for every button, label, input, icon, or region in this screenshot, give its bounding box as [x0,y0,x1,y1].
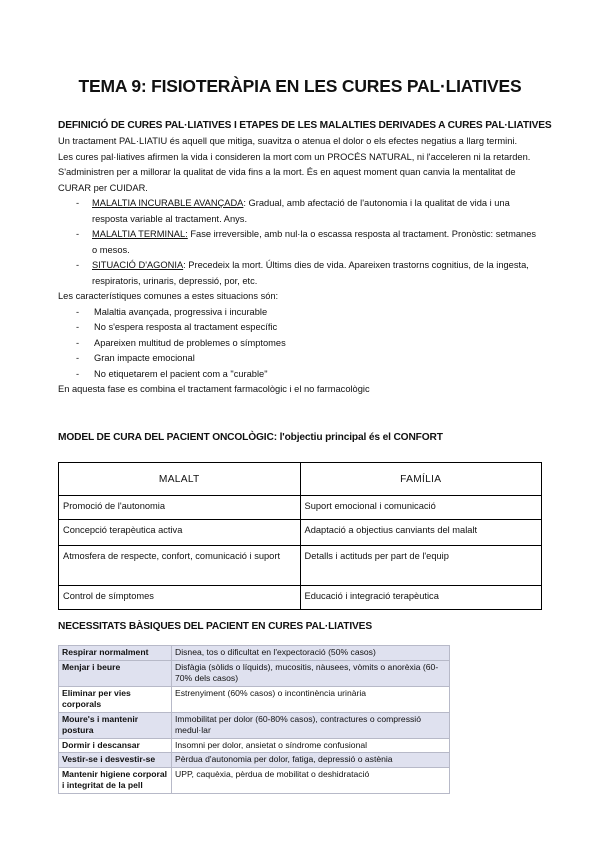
column-header-family: FAMÍLIA [300,463,542,496]
table-row [59,753,450,768]
need-description: Insomni per dolor, ansietat o síndrome confusional [172,738,450,753]
need-label: Vestir-se i desvestir-se [59,753,172,768]
list-item: - No s'espera resposta al tractament específic [58,320,542,336]
table-row [59,712,450,738]
table-cell: Control de símptomes [59,586,301,610]
table-cell: Detalls i actituds per part de l'equip [300,546,542,586]
stage-description: Fase irreversible, amb nul·la o escassa resposta al tractament. Pronòstic: setmanes o mesos. [92,229,537,255]
table-cell: Atmosfera de respecte, confort, comunicació i suport [59,546,301,586]
list-item [58,258,542,289]
paragraph-closing: En aquesta fase es combina el tractament farmacològic i el no farmacològic [58,384,370,394]
need-description: Pèrdua d'autonomia per dolor, fatiga, depressió o astènia [172,753,450,768]
stage-term: SITUACIÓ D'AGONIA [92,260,184,270]
need-description: Disfàgia (sòlids o líquids), mucositis, nàusees, vòmits o anorèxia (60-70% dels casos) [172,660,450,686]
list-item: - No etiquetarem el pacient com a "curable" [58,367,542,383]
table-row [59,546,542,586]
stage-term: MALALTIA INCURABLE AVANÇADA [92,198,244,208]
list-item: - Gran impacte emocional [58,351,542,367]
column-header-patient: MALALT [59,463,301,496]
table-row [59,520,542,546]
table-cell: Concepció terapèutica activa [59,520,301,546]
page-title: TEMA 9: FISIOTERÀPIA EN LES CURES PAL·LIATIVES [78,76,522,96]
table-row [59,646,450,661]
stage-description: : Gradual, amb afectació de l'autonomia i la qualitat de vida i una resposta variable al tractament. Anys. [92,198,510,224]
table-cell: Educació i integració terapèutica [300,586,542,610]
table-row [59,660,450,686]
need-label: Eliminar per vies corporals [59,686,172,712]
stage-description: : Precedeix la mort. Últims dies de vida. Apareixen trastorns cognitius, de la ingesta, respiratoris, urinaris, depressió, por, etc. [92,260,529,286]
definition-body [58,134,542,398]
need-description: Immobilitat per dolor (60-80% casos), contractures o compressió medul·lar [172,712,450,738]
need-description: UPP, caquèxia, pèrdua de mobilitat o deshidratació [172,767,450,793]
common-characteristics-list [58,305,542,383]
need-label: Moure's i mantenir postura [59,712,172,738]
need-label: Respirar normalment [59,646,172,661]
table-row [59,686,450,712]
list-item [58,227,542,258]
stage-term: MALALTIA TERMINAL: [92,229,188,239]
need-label: Menjar i beure [59,660,172,686]
table-cell: Adaptació a objectius canviants del malalt [300,520,542,546]
need-label: Mantenir higiene corporal i integritat de la pell [59,767,172,793]
stages-list [58,196,542,289]
list-item: - Apareixen multitud de problemes o símptomes [58,336,542,352]
table-row [59,586,542,610]
section-heading-definition: DEFINICIÓ DE CURES PAL·LIATIVES I ETAPES DE LES MALALTIES DERIVADES A CURES PAL·LIATIVES [58,120,552,131]
care-model-heading-rest: : l'objectiu principal és el CONFORT [273,432,443,443]
list-item [58,196,542,227]
section-heading-care-model [58,432,443,443]
paragraph-palliative-definition: Un tractament PAL·LIATIU és aquell que mitiga, suavitza o atenua el dolor o els efectes negatius a llarg termini. [58,136,518,146]
table-row [59,767,450,793]
care-model-table [58,462,542,610]
paragraph-common-intro: Les característiques comunes a estes situacions són: [58,291,279,301]
need-label: Dormir i descansar [59,738,172,753]
care-model-heading-bold: MODEL DE CURA DEL PACIENT ONCOLÒGIC [58,432,274,443]
need-description: Disnea, tos o dificultat en l'expectoració (50% casos) [172,646,450,661]
basic-needs-table [58,645,450,794]
paragraph-palliative-care: Les cures pal·liatives afirmen la vida i consideren la mort com un PROCÉS NATURAL, ni l'acceleren ni la retarden. S'administren per a millorar la qualitat de vida fins a la mort. És en aquest moment quan canvia la mentalitat de CURAR per CUIDAR. [58,151,531,193]
table-row [59,738,450,753]
table-cell: Suport emocional i comunicació [300,496,542,520]
table-row [59,496,542,520]
section-heading-basic-needs: NECESSITATS BÀSIQUES DEL PACIENT EN CURES PAL·LIATIVES [58,621,372,632]
table-cell: Promoció de l'autonomia [59,496,301,520]
need-description: Estrenyiment (60% casos) o incontinència urinària [172,686,450,712]
list-item: - Malaltia avançada, progressiva i incurable [58,305,542,321]
